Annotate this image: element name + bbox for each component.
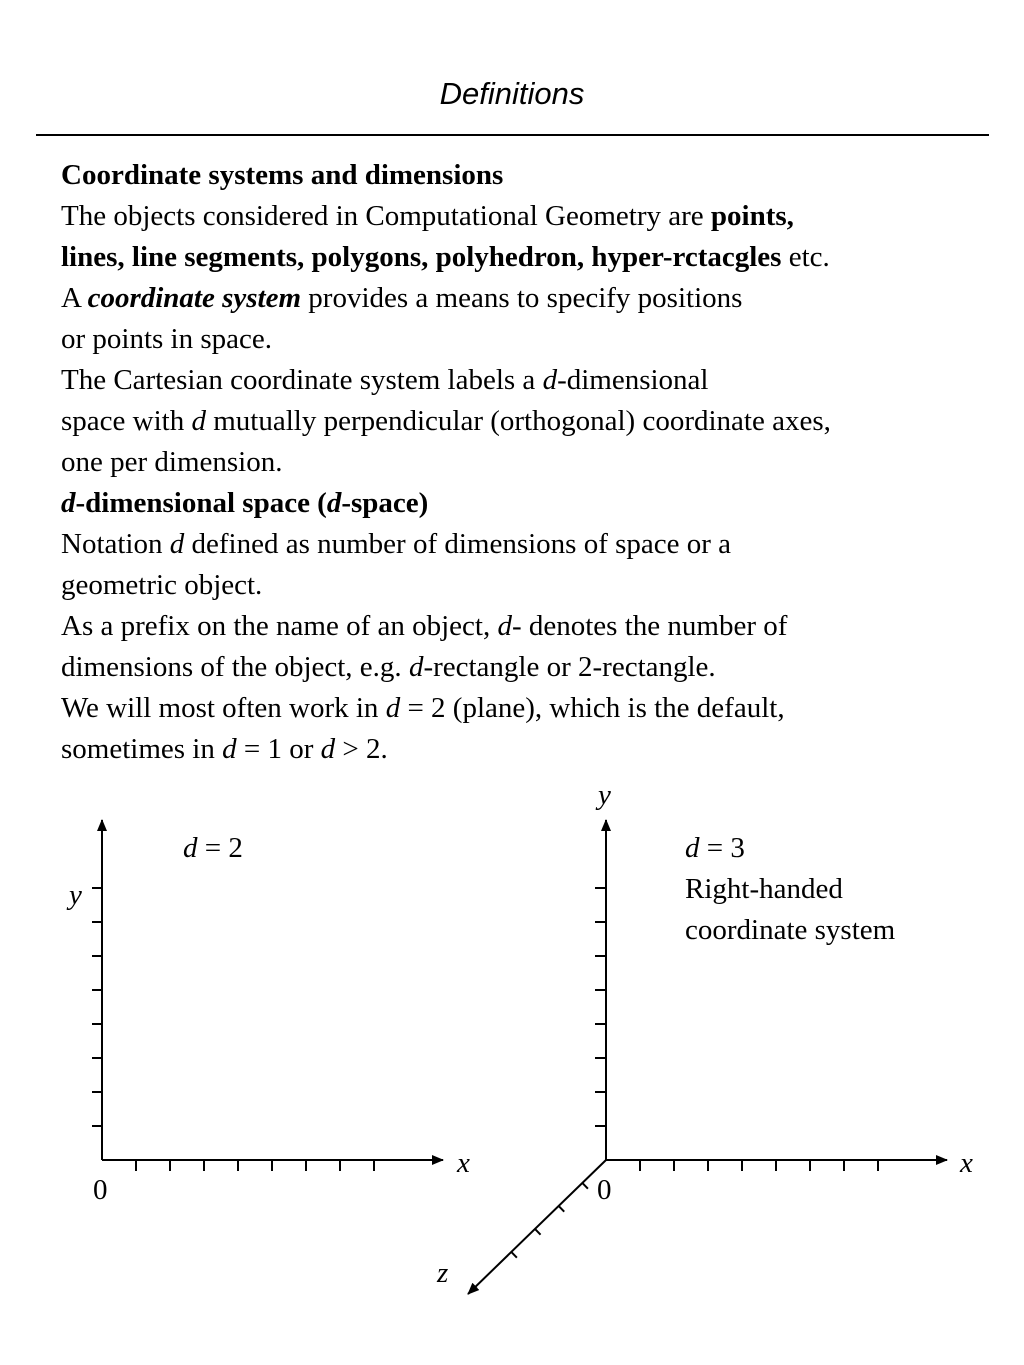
text-run: etc. [781,241,830,273]
math-d: d [222,733,237,765]
text-run: = 3 [699,832,745,864]
paragraph-line: or points in space. [61,323,273,355]
text-run: defined as number of dimensions of space or a [184,528,732,560]
axis-label-z-3d: z [437,1257,449,1289]
math-d: d [685,832,700,864]
math-d: d [61,487,76,519]
caption-line: coordinate system [685,914,896,946]
text-run: - denotes the number of [511,610,788,642]
math-d: d [542,364,558,396]
axis-label-y-3d: y [598,779,611,811]
dimension-label [685,828,895,869]
term-points: points, [710,200,794,232]
text-run: The objects considered in Computational Geometry are [61,200,711,232]
label-d-equals-3 [685,828,895,951]
origin-label-2d: 0 [93,1174,108,1206]
text-run: As a prefix on the name of an object, [61,610,498,642]
text-run: We will most often work in [61,692,386,724]
z-tick-3d [511,1252,517,1258]
text-run: sometimes in [61,733,223,765]
text-run: -space) [341,487,429,519]
text-run: mutually perpendicular (orthogonal) coordinate axes, [205,405,831,437]
diagram-2d [66,820,470,1206]
text-run: = 2 (plane), which is the default, [400,692,785,724]
text-run: A [61,282,88,314]
text-run: = 2 [197,832,243,864]
text-run: -rectangle or 2-rectangle. [423,651,716,683]
z-tick-3d [559,1206,565,1212]
text-run: provides a means to specify positions [301,282,743,314]
math-d: d [408,651,424,683]
text-run: -dimensional space ( [75,487,327,519]
text-run: > 2. [335,733,388,765]
text-run: = 1 or [236,733,321,765]
z-tick-3d [535,1229,541,1235]
section-heading-coordinate-systems: Coordinate systems and dimensions [61,159,504,191]
page-title: Definitions [439,76,585,111]
tick-marks-2d [92,888,374,1171]
caption-line: Right-handed [685,873,843,905]
text-run: The Cartesian coordinate system labels a [61,364,543,396]
term-coordinate-system: coordinate system [87,282,302,314]
math-d: d [320,733,336,765]
axis-label-x-2d: x [457,1147,470,1179]
math-d: d [191,405,206,437]
axis-label-x-3d: x [960,1147,973,1179]
paragraph-line: geometric object. [61,569,263,601]
origin-label-3d: 0 [597,1174,612,1206]
math-d: d [183,832,198,864]
text-run: -dimensional [557,364,709,396]
math-d: d [497,610,512,642]
z-tick-3d [582,1183,588,1189]
math-d: d [326,487,342,519]
math-d: d [385,692,401,724]
axis-label-y-2d: y [69,879,82,911]
label-d-equals-2 [183,828,243,869]
z-axis-3d [468,1160,606,1294]
term-list: lines, line segments, polygons, polyhedron, hyper-rctacgles [61,241,782,273]
math-d: d [169,528,185,560]
paragraph-line: one per dimension. [61,446,283,478]
text-run: space with [61,405,192,437]
text-run: dimensions of the object, e.g. [61,651,409,683]
text-run: Notation [61,528,170,560]
